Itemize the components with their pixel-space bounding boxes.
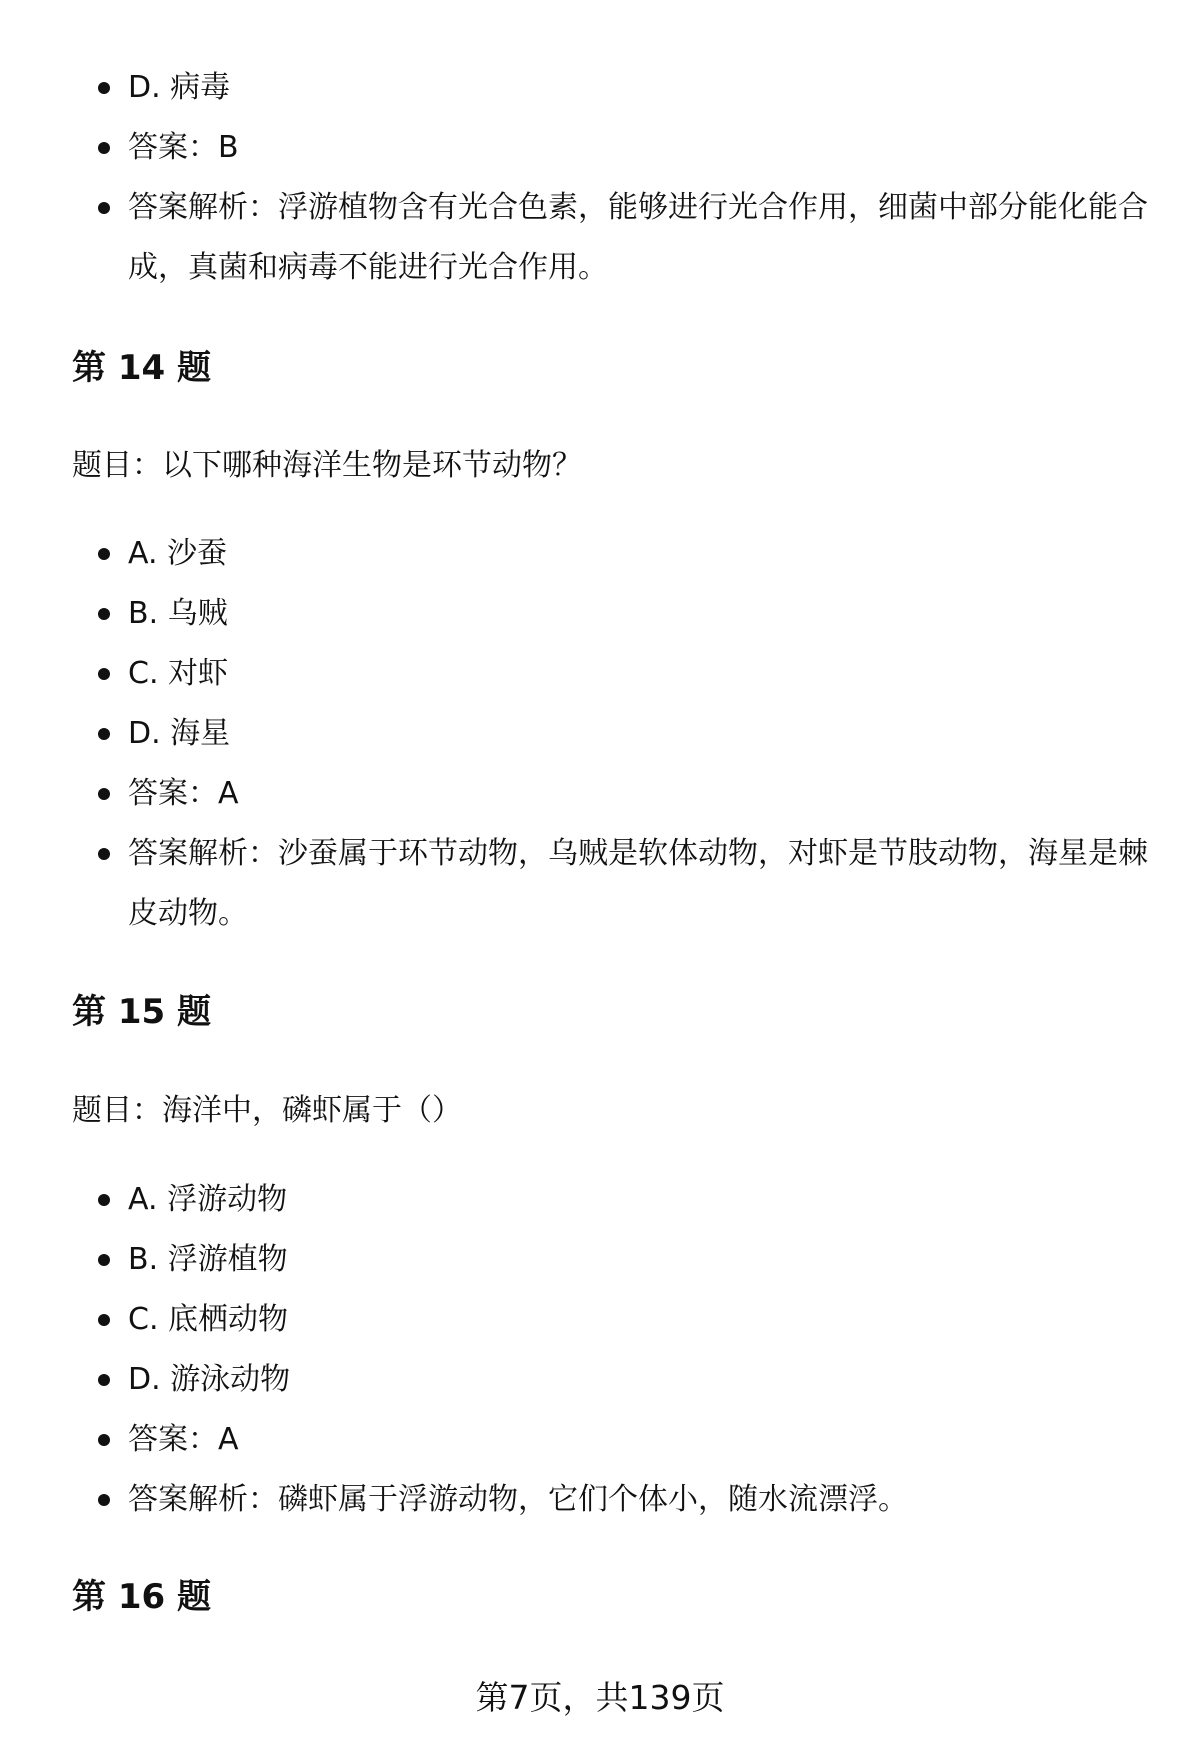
question-text-14: 题目：以下哪种海洋生物是环节动物？ [72,448,582,483]
list-item: 答案解析：浮游植物含有光合色素，能够进行光合作用，细菌中部分能化能合成，真菌和病毒不能进行光合作用。 [0,178,1200,298]
list-item: A. 沙蚕 [0,524,1200,584]
q14-options-list [0,524,1200,944]
q15-options-list [0,1170,1200,1530]
list-item: A. 浮游动物 [0,1170,1200,1230]
list-item: D. 病毒 [0,58,1200,118]
list-item: D. 海星 [0,704,1200,764]
question-heading-14: 第 14 题 [72,348,211,388]
list-item: 答案解析：沙蚕属于环节动物，乌贼是软体动物，对虾是节肢动物，海星是棘皮动物。 [0,824,1200,944]
question-text-15: 题目：海洋中，磷虾属于（） [72,1093,462,1128]
list-item: C. 底栖动物 [0,1290,1200,1350]
list-item: C. 对虾 [0,644,1200,704]
question-heading-15: 第 15 题 [72,992,211,1032]
question-heading-16: 第 16 题 [72,1577,211,1617]
list-item: B. 浮游植物 [0,1230,1200,1290]
list-item: 答案：A [0,1410,1200,1470]
list-item: 答案：A [0,764,1200,824]
list-item: 答案：B [0,118,1200,178]
list-item: B. 乌贼 [0,584,1200,644]
list-item: D. 游泳动物 [0,1350,1200,1410]
page-number: 第7页，共139页 [475,1678,725,1717]
list-item: 答案解析：磷虾属于浮游动物，它们个体小，随水流漂浮。 [0,1470,1200,1530]
q13-options-list [0,58,1200,298]
